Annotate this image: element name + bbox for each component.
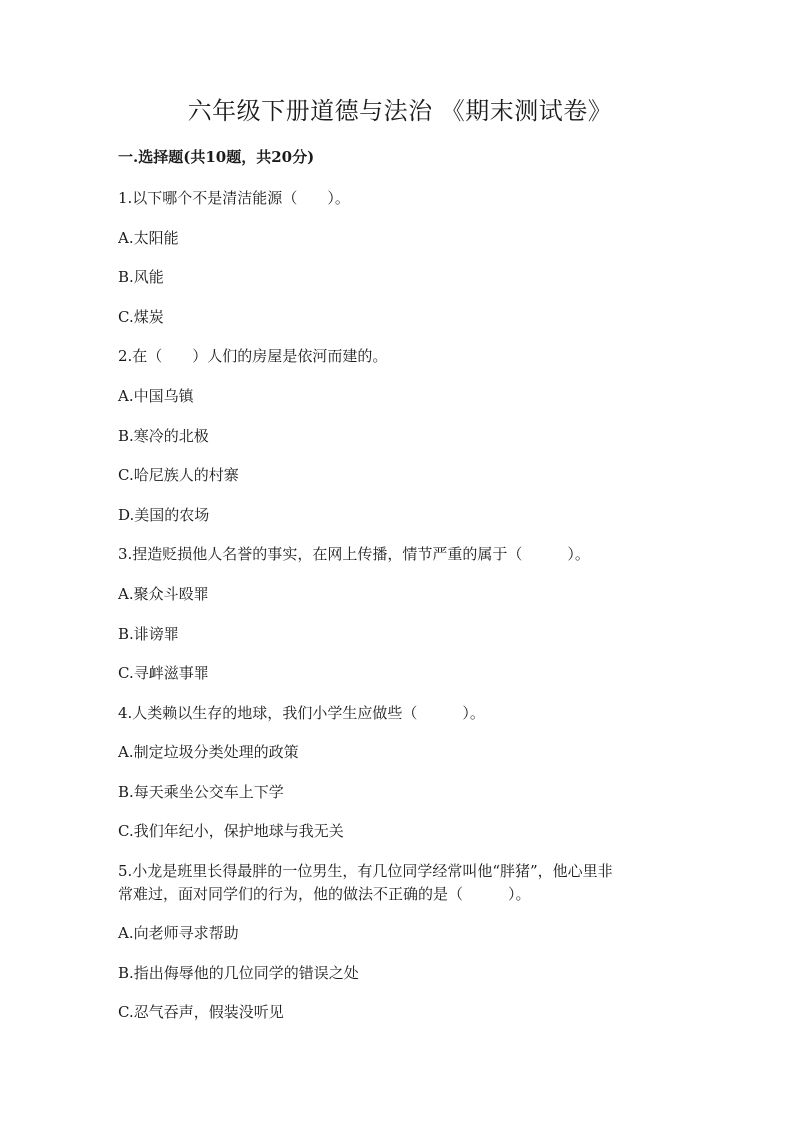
question-3-stem: 3.捏造贬损他人名誉的事实，在网上传播，情节严重的属于（ ）。 [118, 545, 590, 563]
question-2-option-a: A.中国乌镇 [118, 387, 194, 405]
document-title: 六年级下册道德与法治 《期末测试卷》 [187, 97, 613, 125]
question-3-option-c: C.寻衅滋事罪 [118, 664, 209, 682]
question-5-stem-line-2: 常难过，面对同学们的行为，他的做法不正确的是（ ）。 [118, 885, 531, 903]
question-1-option-c: C.煤炭 [118, 308, 164, 326]
question-4-option-a: A.制定垃圾分类处理的政策 [118, 743, 299, 761]
section-heading: 一.选择题(共10题，共20分) [118, 148, 315, 166]
question-1-option-a: A.太阳能 [118, 229, 179, 247]
question-2-option-b: B.寒冷的北极 [118, 427, 209, 445]
question-2-stem: 2.在（ ）人们的房屋是依河而建的。 [118, 347, 388, 365]
question-2-option-c: C.哈尼族人的村寨 [118, 466, 239, 484]
question-4-option-b: B.每天乘坐公交车上下学 [118, 783, 284, 801]
question-4-option-c: C.我们年纪小，保护地球与我无关 [118, 822, 344, 840]
question-3-option-a: A.聚众斗殴罪 [118, 585, 209, 603]
question-5-option-a: A.向老师寻求帮助 [118, 924, 239, 942]
question-1-stem: 1.以下哪个不是清洁能源（ ）。 [118, 189, 350, 207]
question-4-stem: 4.人类赖以生存的地球，我们小学生应做些（ ）。 [118, 704, 485, 722]
question-1-option-b: B.风能 [118, 268, 164, 286]
question-5-stem-line-1: 5.小龙是班里长得最胖的一位男生，有几位同学经常叫他“胖猪”，他心里非 [118, 862, 613, 880]
question-3-option-b: B.诽谤罪 [118, 625, 179, 643]
question-5-option-b: B.指出侮辱他的几位同学的错误之处 [118, 964, 359, 982]
question-2-option-d: D.美国的农场 [118, 506, 210, 524]
question-5-option-c: C.忍气吞声，假装没听见 [118, 1003, 284, 1021]
